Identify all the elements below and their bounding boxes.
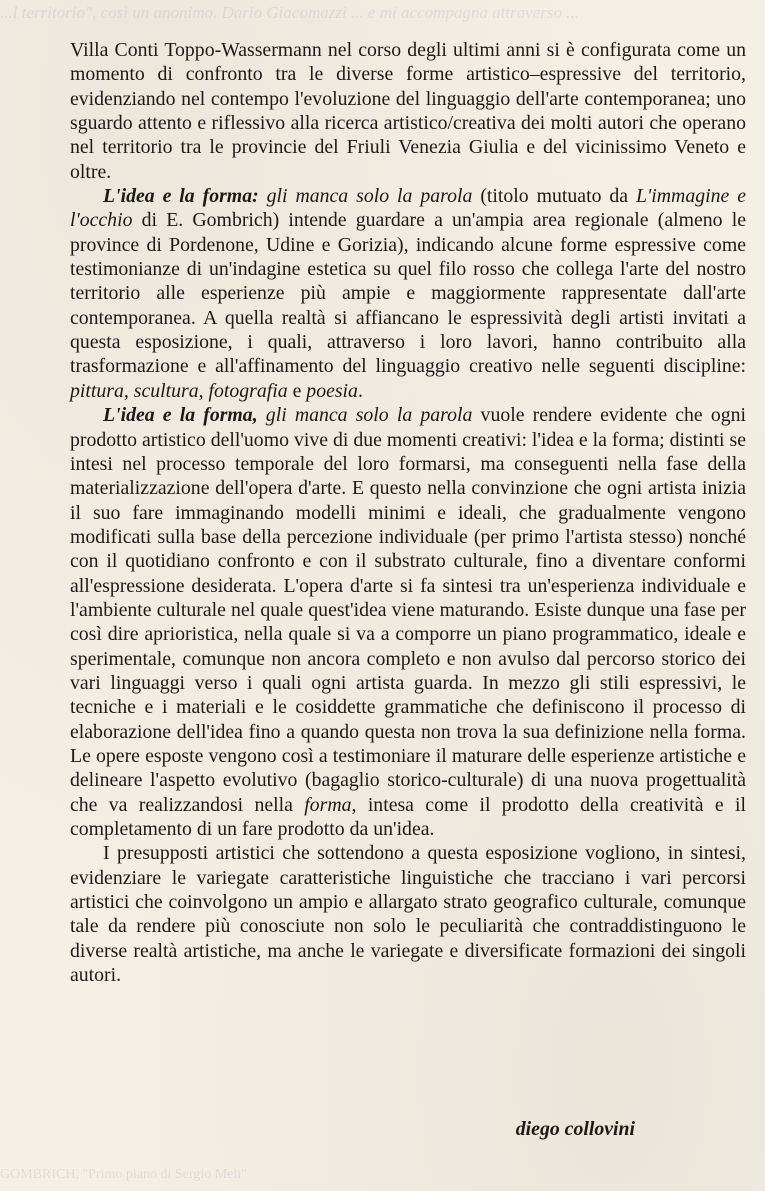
paragraph-title-description (70, 184, 746, 403)
paragraph-3-text-1: vuole rendere evidente che ogni prodotto artistico dell'uomo vive di due momenti creativi: l'idea e la forma; distinti se intesi nel processo temporale del loro formarsi, ma conseguenti nella fase della materializzazione dell'opera d'arte. E questo nella convinzione che ogni artista inizia il suo fare immaginando modelli minimi e ideali, che gradualmente vengono modificati sulla base della percezione individuale (per primo l'artista stesso) nonché con il quotidiano confronto e con il substrato culturale, fino a diventare conformi all'espressione desiderata. L'opera d'arte si fa sintesi tra un'esperienza individuale e l'ambiente culturale nel quale quest'idea viene maturando. Esiste dunque una fase per così dire aprioristica, nella quale si va a comporre un piano programmatico, ideale e sperimentale, comunque non ancora completo e non avulso dal percorso storico dei vari linguaggi verso i quali ogni artista guarda. In mezzo gli stili espressivi, le tecniche e i materiali e le cosiddette grammatiche che definiscono il processo di elaborazione dell'idea fino a quando questa non trova la sua definizione nella forma. Le opere esposte vengono così a testimoniare il maturare delle esperienze artistiche e delineare l'aspetto evolutivo (bagaglio storico-culturale) di una nuova progettualità che va realizzandosi nella (70, 404, 747, 816)
paragraph-3-text-2: , intesa come il prodotto della creatività e il completamento di un fare prodotto da un'idea. (70, 793, 746, 840)
disciplines-list: pittura, scultura, fotografia (70, 379, 288, 402)
paragraph-4-text: I presupposti artistici che sottendono a questa esposizione vogliono, in sintesi, evidenziare le variegate caratteristiche linguistiche che tracciano i vari percorsi artistici che coinvolgono un ampio e allargato strato geografico culturale, comunque tale da rendere più conosciute non solo le peculiarità che contraddistinguono le diverse realtà artistiche, ma anche le variegate e diversificate formazioni dei singoli autori. (70, 842, 746, 987)
bleed-top-line: ...l territorio", così un anonimo. Dario Giacomazzi ... e mi accompagna attraverso ... (0, 3, 579, 22)
author-signature: diego collovini (515, 1118, 635, 1140)
paragraph-intro (70, 38, 746, 184)
article-body (70, 38, 746, 987)
paragraph-2-text-4: . (357, 379, 363, 402)
gombrich-book-title: L'immagine e l'occhio (70, 185, 746, 232)
exhibition-subtitle-italic: gli manca solo la parola (258, 185, 473, 208)
word-forma-italic: forma (304, 793, 352, 816)
paragraph-conclusion (70, 841, 746, 987)
exhibition-title-bold: L'idea e la forma: (103, 185, 259, 208)
discipline-poetry: poesia (306, 379, 358, 402)
exhibition-subtitle-italic-2: gli manca solo la parola (257, 404, 473, 427)
paragraph-2-text-1: (titolo mutuato da (472, 185, 637, 208)
paragraph-intro-text: Villa Conti Toppo-Wassermann nel corso degli ultimi anni si è configurata come un momento di confronto tra le diverse forme artistico–espressive del territorio, evidenziando nel contempo l'evoluzione del linguaggio dell'arte contemporanea; uno sguardo attento e riflessivo alla ricerca artistico/creativa dei molti autori che operano nel territorio tra le provincie del Friuli Venezia Giulia e del vicinissimo Veneto e oltre. (70, 39, 746, 183)
exhibition-title-bold-2: L'idea e la forma, (103, 404, 258, 427)
paragraph-2-text-3: e (287, 379, 307, 402)
bleed-bottom-line: GOMBRICH, "Primo piano di Sergio Meli" (0, 1167, 247, 1182)
paragraph-2-text-2: di E. Gombrich) intende guardare a un'ampia area regionale (almeno le province di Pordenone, Udine e Gorizia), indicando alcune forme espressive come testimonianze di un'indagine estetica su quel filo rosso che collega l'arte del nostro territorio alle esperienze più ampie e maggiormente rappresentate dall'arte contemporanea. A quella realtà si affiancano le espressività degli artisti invitati a questa esposizione, i quali, attraverso i loro lavori, hanno contribuito alla trasformazione e all'affinamento del linguaggio creativo nelle seguenti discipline: (70, 209, 746, 378)
paragraph-idea-and-form (70, 403, 746, 841)
